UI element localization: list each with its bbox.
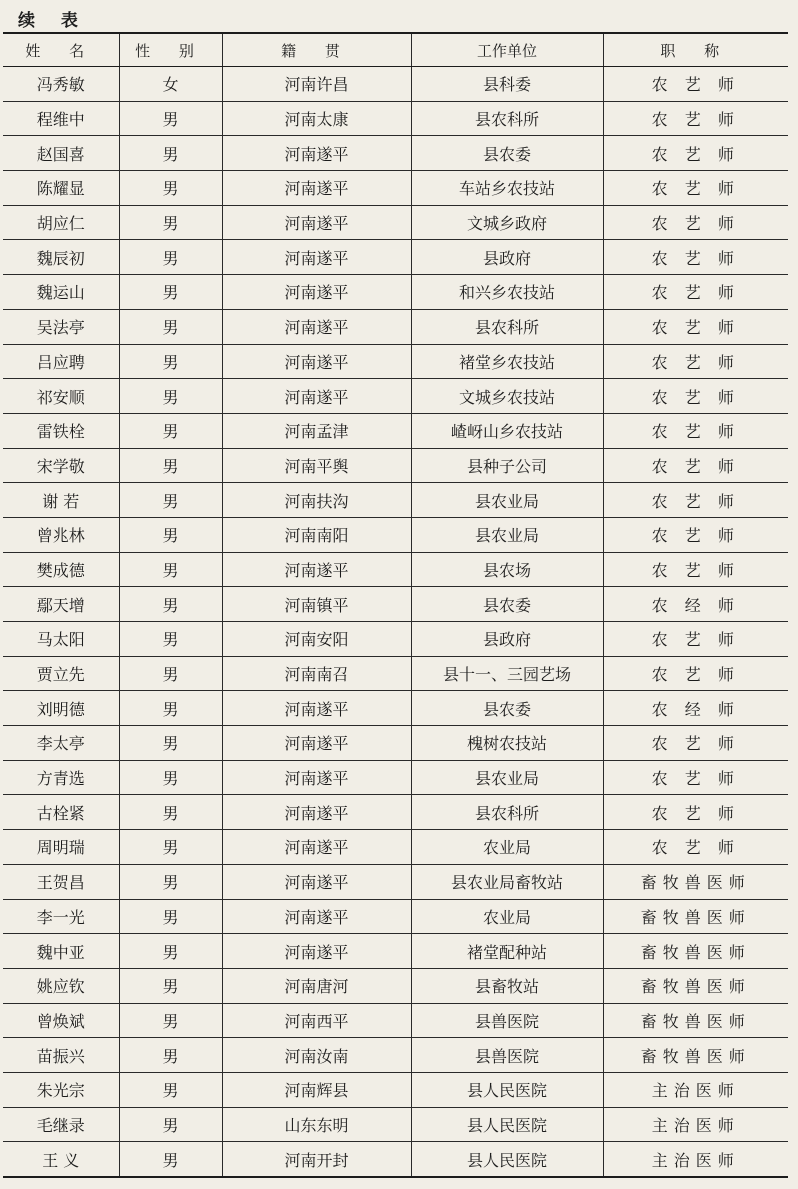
cell-work-unit: 和兴乡农技站	[411, 275, 603, 310]
cell-name: 谢 若	[3, 483, 119, 518]
cell-title: 农 艺 师	[603, 101, 788, 136]
cell-work-unit: 县十一、三园艺场	[411, 656, 603, 691]
cell-native-place: 河南遂平	[222, 240, 411, 275]
cell-native-place: 河南遂平	[222, 899, 411, 934]
cell-work-unit: 县科委	[411, 67, 603, 102]
cell-name: 宋学敬	[3, 448, 119, 483]
cell-native-place: 河南辉县	[222, 1072, 411, 1107]
cell-gender: 男	[119, 309, 222, 344]
cell-work-unit: 县人民医院	[411, 1072, 603, 1107]
cell-native-place: 河南唐河	[222, 968, 411, 1003]
table-row	[3, 864, 788, 899]
table-row	[3, 1107, 788, 1142]
cell-work-unit: 县农业局畜牧站	[411, 864, 603, 899]
cell-name: 樊成德	[3, 552, 119, 587]
cell-name: 王 义	[42, 1150, 80, 1170]
cell-work-unit: 农业局	[411, 899, 603, 934]
cell-work-unit: 县农科所	[411, 101, 603, 136]
cell-gender: 男	[119, 968, 222, 1003]
cell-work-unit: 县畜牧站	[411, 968, 603, 1003]
cell-native-place: 河南遂平	[222, 379, 411, 414]
cell-native-place: 河南遂平	[222, 309, 411, 344]
cell-native-place: 河南许昌	[222, 67, 411, 102]
cell-gender: 男	[119, 1072, 222, 1107]
cell-native-place: 河南南召	[222, 656, 411, 691]
cell-title: 农 艺 师	[603, 448, 788, 483]
cell-title: 农 艺 师	[603, 309, 788, 344]
cell-title: 农 艺 师	[603, 726, 788, 761]
cell-native-place: 河南西平	[222, 1003, 411, 1038]
cell-work-unit: 嵖岈山乡农技站	[411, 413, 603, 448]
cell-title: 畜牧兽医师	[603, 864, 788, 899]
cell-title: 畜牧兽医师	[603, 934, 788, 969]
cell-gender: 男	[119, 760, 222, 795]
table-row	[3, 552, 788, 587]
cell-native-place: 山东东明	[222, 1107, 411, 1142]
cell-native-place: 河南平舆	[222, 448, 411, 483]
table-row	[3, 1072, 788, 1107]
cell-native-place: 河南遂平	[222, 171, 411, 206]
cell-gender: 男	[119, 413, 222, 448]
cell-gender: 男	[119, 240, 222, 275]
cell-native-place: 河南开封	[222, 1142, 411, 1176]
table-row	[3, 691, 788, 726]
table-row	[3, 240, 788, 275]
cell-work-unit: 县农业局	[411, 760, 603, 795]
column-header-gender: 性 别	[119, 34, 222, 67]
cell-name: 朱光宗	[3, 1072, 119, 1107]
cell-name: 祁安顺	[3, 379, 119, 414]
cell-gender: 男	[119, 379, 222, 414]
cell-name: 胡应仁	[3, 205, 119, 240]
cell-work-unit: 县农科所	[411, 309, 603, 344]
cell-work-unit: 文城乡政府	[411, 205, 603, 240]
table-row	[3, 899, 788, 934]
cell-title: 畜牧兽医师	[603, 899, 788, 934]
cell-work-unit: 县政府	[411, 240, 603, 275]
staff-table	[3, 34, 788, 1176]
cell-work-unit: 农业局	[411, 830, 603, 865]
cell-native-place: 河南汝南	[222, 1038, 411, 1073]
cell-name: 程维中	[3, 101, 119, 136]
continued-table-label: 续 表	[18, 11, 88, 31]
cell-title: 农 艺 师	[603, 830, 788, 865]
cell-name: 贾立先	[3, 656, 119, 691]
cell-gender: 男	[119, 101, 222, 136]
column-header-native-place: 籍 贯	[222, 34, 411, 67]
cell-name: 曾焕斌	[3, 1003, 119, 1038]
cell-name: 姚应钦	[3, 968, 119, 1003]
table-row	[3, 483, 788, 518]
cell-title: 主治医师	[603, 1072, 788, 1107]
cell-gender: 男	[119, 656, 222, 691]
cell-name: 刘明德	[3, 691, 119, 726]
table-row	[3, 379, 788, 414]
cell-title: 农 艺 师	[603, 67, 788, 102]
cell-title: 农 艺 师	[603, 379, 788, 414]
cell-title: 农 艺 师	[603, 240, 788, 275]
cell-name: 李一光	[3, 899, 119, 934]
table-row	[3, 136, 788, 171]
cell-work-unit: 县人民医院	[411, 1107, 603, 1142]
cell-name: 古栓紧	[3, 795, 119, 830]
cell-gender: 男	[119, 1003, 222, 1038]
cell-native-place: 河南安阳	[222, 622, 411, 657]
cell-work-unit: 县农委	[411, 136, 603, 171]
cell-gender: 男	[119, 691, 222, 726]
cell-name: 魏辰初	[3, 240, 119, 275]
cell-name: 毛继录	[3, 1107, 119, 1142]
cell-work-unit: 县人民医院	[411, 1142, 603, 1176]
cell-name: 雷铁栓	[3, 413, 119, 448]
table-row	[3, 309, 788, 344]
cell-work-unit: 县种子公司	[411, 448, 603, 483]
cell-gender: 男	[119, 864, 222, 899]
cell-native-place: 河南遂平	[222, 760, 411, 795]
table-row	[3, 795, 788, 830]
cell-title: 农 艺 师	[603, 413, 788, 448]
cell-title: 主治医师	[603, 1107, 788, 1142]
cell-gender: 男	[119, 830, 222, 865]
cell-title: 农 艺 师	[603, 622, 788, 657]
cell-title: 农 艺 师	[603, 552, 788, 587]
cell-native-place: 河南遂平	[222, 726, 411, 761]
cell-work-unit: 县农场	[411, 552, 603, 587]
cell-native-place: 河南遂平	[222, 830, 411, 865]
cell-gender: 男	[119, 483, 222, 518]
cell-gender: 男	[119, 587, 222, 622]
cell-name: 陈耀显	[3, 171, 119, 206]
table-row	[3, 830, 788, 865]
column-header-title: 职 称	[603, 34, 788, 67]
table-row	[3, 622, 788, 657]
cell-gender: 男	[119, 136, 222, 171]
cell-name: 曾兆林	[3, 517, 119, 552]
cell-title: 农 艺 师	[603, 205, 788, 240]
table-row	[3, 1142, 788, 1176]
cell-work-unit: 褚堂配种站	[411, 934, 603, 969]
table-row	[3, 1003, 788, 1038]
cell-name: 马太阳	[3, 622, 119, 657]
cell-name: 方青选	[3, 760, 119, 795]
cell-title: 畜牧兽医师	[603, 1003, 788, 1038]
cell-name: 吕应聘	[3, 344, 119, 379]
cell-gender: 男	[119, 171, 222, 206]
cell-work-unit: 槐树农技站	[411, 726, 603, 761]
cell-work-unit: 车站乡农技站	[411, 171, 603, 206]
cell-work-unit: 文城乡农技站	[411, 379, 603, 414]
cell-title: 农 经 师	[603, 691, 788, 726]
cell-name: 魏中亚	[3, 934, 119, 969]
cell-name: 周明瑞	[3, 830, 119, 865]
cell-title: 农 艺 师	[603, 795, 788, 830]
table-row	[3, 413, 788, 448]
staff-table-container	[3, 32, 788, 1178]
table-row	[3, 726, 788, 761]
cell-gender: 男	[119, 1142, 222, 1176]
cell-work-unit: 县政府	[411, 622, 603, 657]
table-row	[3, 344, 788, 379]
table-row	[3, 968, 788, 1003]
cell-native-place: 河南遂平	[222, 552, 411, 587]
cell-gender: 男	[119, 344, 222, 379]
cell-native-place: 河南遂平	[222, 864, 411, 899]
cell-title: 农 艺 师	[603, 275, 788, 310]
cell-work-unit: 县兽医院	[411, 1038, 603, 1073]
cell-name: 苗振兴	[3, 1038, 119, 1073]
cell-name: 鄢天增	[3, 587, 119, 622]
cell-gender: 女	[119, 67, 222, 102]
table-row	[3, 517, 788, 552]
table-row	[3, 934, 788, 969]
column-header-name: 姓 名	[3, 34, 119, 67]
table-row	[3, 67, 788, 102]
cell-gender: 男	[119, 934, 222, 969]
table-row	[3, 101, 788, 136]
cell-title: 农 艺 师	[603, 656, 788, 691]
cell-title: 畜牧兽医师	[603, 1038, 788, 1073]
cell-work-unit: 褚堂乡农技站	[411, 344, 603, 379]
table-body	[3, 67, 788, 1177]
table-header-row	[3, 34, 788, 67]
cell-native-place: 河南太康	[222, 101, 411, 136]
cell-gender: 男	[119, 552, 222, 587]
cell-name: 冯秀敏	[3, 67, 119, 102]
cell-native-place: 河南遂平	[222, 205, 411, 240]
cell-work-unit: 县农业局	[411, 483, 603, 518]
cell-name: 赵国喜	[3, 136, 119, 171]
cell-native-place: 河南孟津	[222, 413, 411, 448]
cell-work-unit: 县农委	[411, 691, 603, 726]
cell-work-unit: 县农科所	[411, 795, 603, 830]
table-row	[3, 171, 788, 206]
cell-native-place: 河南遂平	[222, 795, 411, 830]
cell-gender: 男	[119, 517, 222, 552]
cell-title: 农 艺 师	[603, 760, 788, 795]
cell-title: 农 艺 师	[603, 171, 788, 206]
table-row	[3, 448, 788, 483]
cell-name: 吴法亭	[3, 309, 119, 344]
table-row	[3, 1038, 788, 1073]
cell-title: 农 艺 师	[603, 517, 788, 552]
cell-gender: 男	[119, 1107, 222, 1142]
table-row	[3, 656, 788, 691]
cell-name: 魏运山	[3, 275, 119, 310]
cell-work-unit: 县农业局	[411, 517, 603, 552]
cell-title: 农 艺 师	[603, 344, 788, 379]
cell-native-place: 河南南阳	[222, 517, 411, 552]
cell-native-place: 河南遂平	[222, 136, 411, 171]
cell-native-place: 河南扶沟	[222, 483, 411, 518]
cell-gender: 男	[119, 795, 222, 830]
cell-gender: 男	[119, 448, 222, 483]
cell-gender: 男	[119, 1038, 222, 1073]
cell-gender: 男	[119, 622, 222, 657]
cell-work-unit: 县农委	[411, 587, 603, 622]
cell-work-unit: 县兽医院	[411, 1003, 603, 1038]
cell-gender: 男	[119, 899, 222, 934]
cell-native-place: 河南遂平	[222, 934, 411, 969]
cell-name: 王贺昌	[3, 864, 119, 899]
cell-native-place: 河南遂平	[222, 691, 411, 726]
table-row	[3, 205, 788, 240]
cell-title: 主治医师	[603, 1142, 788, 1176]
table-row	[3, 587, 788, 622]
cell-title: 农 艺 师	[603, 136, 788, 171]
cell-title: 农 经 师	[603, 587, 788, 622]
cell-gender: 男	[119, 205, 222, 240]
cell-native-place: 河南遂平	[222, 275, 411, 310]
cell-title: 农 艺 师	[603, 483, 788, 518]
cell-gender: 男	[119, 275, 222, 310]
cell-name: 李太亭	[3, 726, 119, 761]
cell-native-place: 河南镇平	[222, 587, 411, 622]
column-header-work-unit: 工作单位	[411, 34, 603, 67]
table-row	[3, 760, 788, 795]
cell-title: 畜牧兽医师	[603, 968, 788, 1003]
table-row	[3, 275, 788, 310]
cell-gender: 男	[119, 726, 222, 761]
cell-native-place: 河南遂平	[222, 344, 411, 379]
